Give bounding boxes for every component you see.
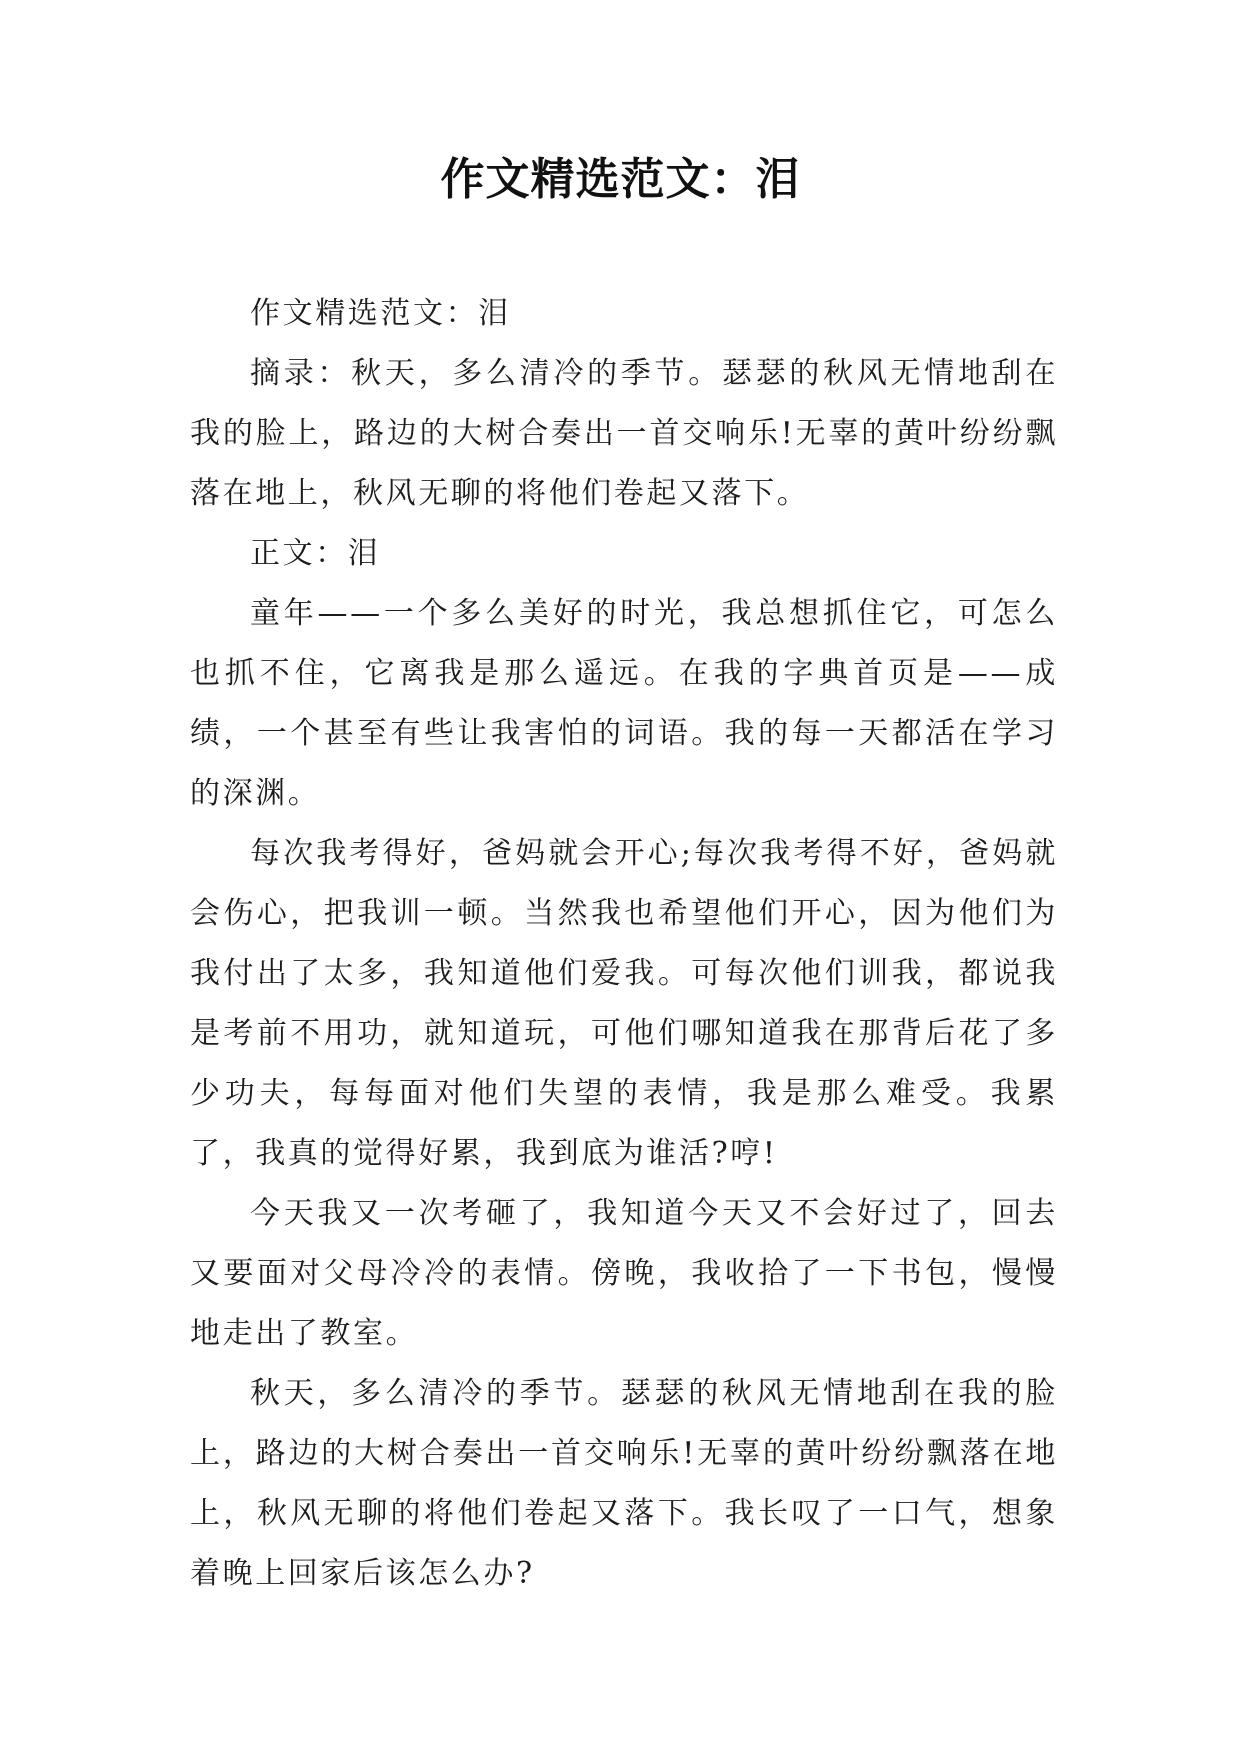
paragraph-failed-exam: 今天我又一次考砸了，我知道今天又不会好过了，回去又要面对父母冷冷的表情。傍晚，我收拾了一下书包，慢慢地走出了教室。 [190,1196,1058,1351]
paragraph-exam-results: 每次我考得好，爸妈就会开心;每次我考得不好，爸妈就会伤心，把我训一顿。当然我也希望他们开心，因为他们为我付出了太多，我知道他们爱我。可每次他们训我，都说我是考前不用功，就知道玩，可他们哪知道我在那背后花了多少功夫，每每面对他们失望的表情，我是那么难受。我累了，我真的觉得好累，我到底为谁活?哼! [190,836,1058,1171]
document-body [190,284,1058,1604]
document-title: 作文精选范文：泪 [440,154,801,205]
paragraph-heading-repeat: 作文精选范文：泪 [250,296,511,331]
paragraph-childhood: 童年——一个多么美好的时光，我总想抓住它，可怎么也抓不住，它离我是那么遥远。在我的字典首页是——成绩，一个甚至有些让我害怕的词语。我的每一天都活在学习的深渊。 [190,596,1058,811]
paragraph-excerpt: 摘录：秋天，多么清冷的季节。瑟瑟的秋风无情地刮在我的脸上，路边的大树合奏出一首交响乐!无辜的黄叶纷纷飘落在地上，秋风无聊的将他们卷起又落下。 [190,356,1058,511]
paragraph-autumn: 秋天，多么清冷的季节。瑟瑟的秋风无情地刮在我的脸上，路边的大树合奏出一首交响乐!无辜的黄叶纷纷飘落在地上，秋风无聊的将他们卷起又落下。我长叹了一口气，想象着晚上回家后该怎么办? [190,1376,1058,1591]
paragraph-main-heading: 正文：泪 [250,536,381,571]
